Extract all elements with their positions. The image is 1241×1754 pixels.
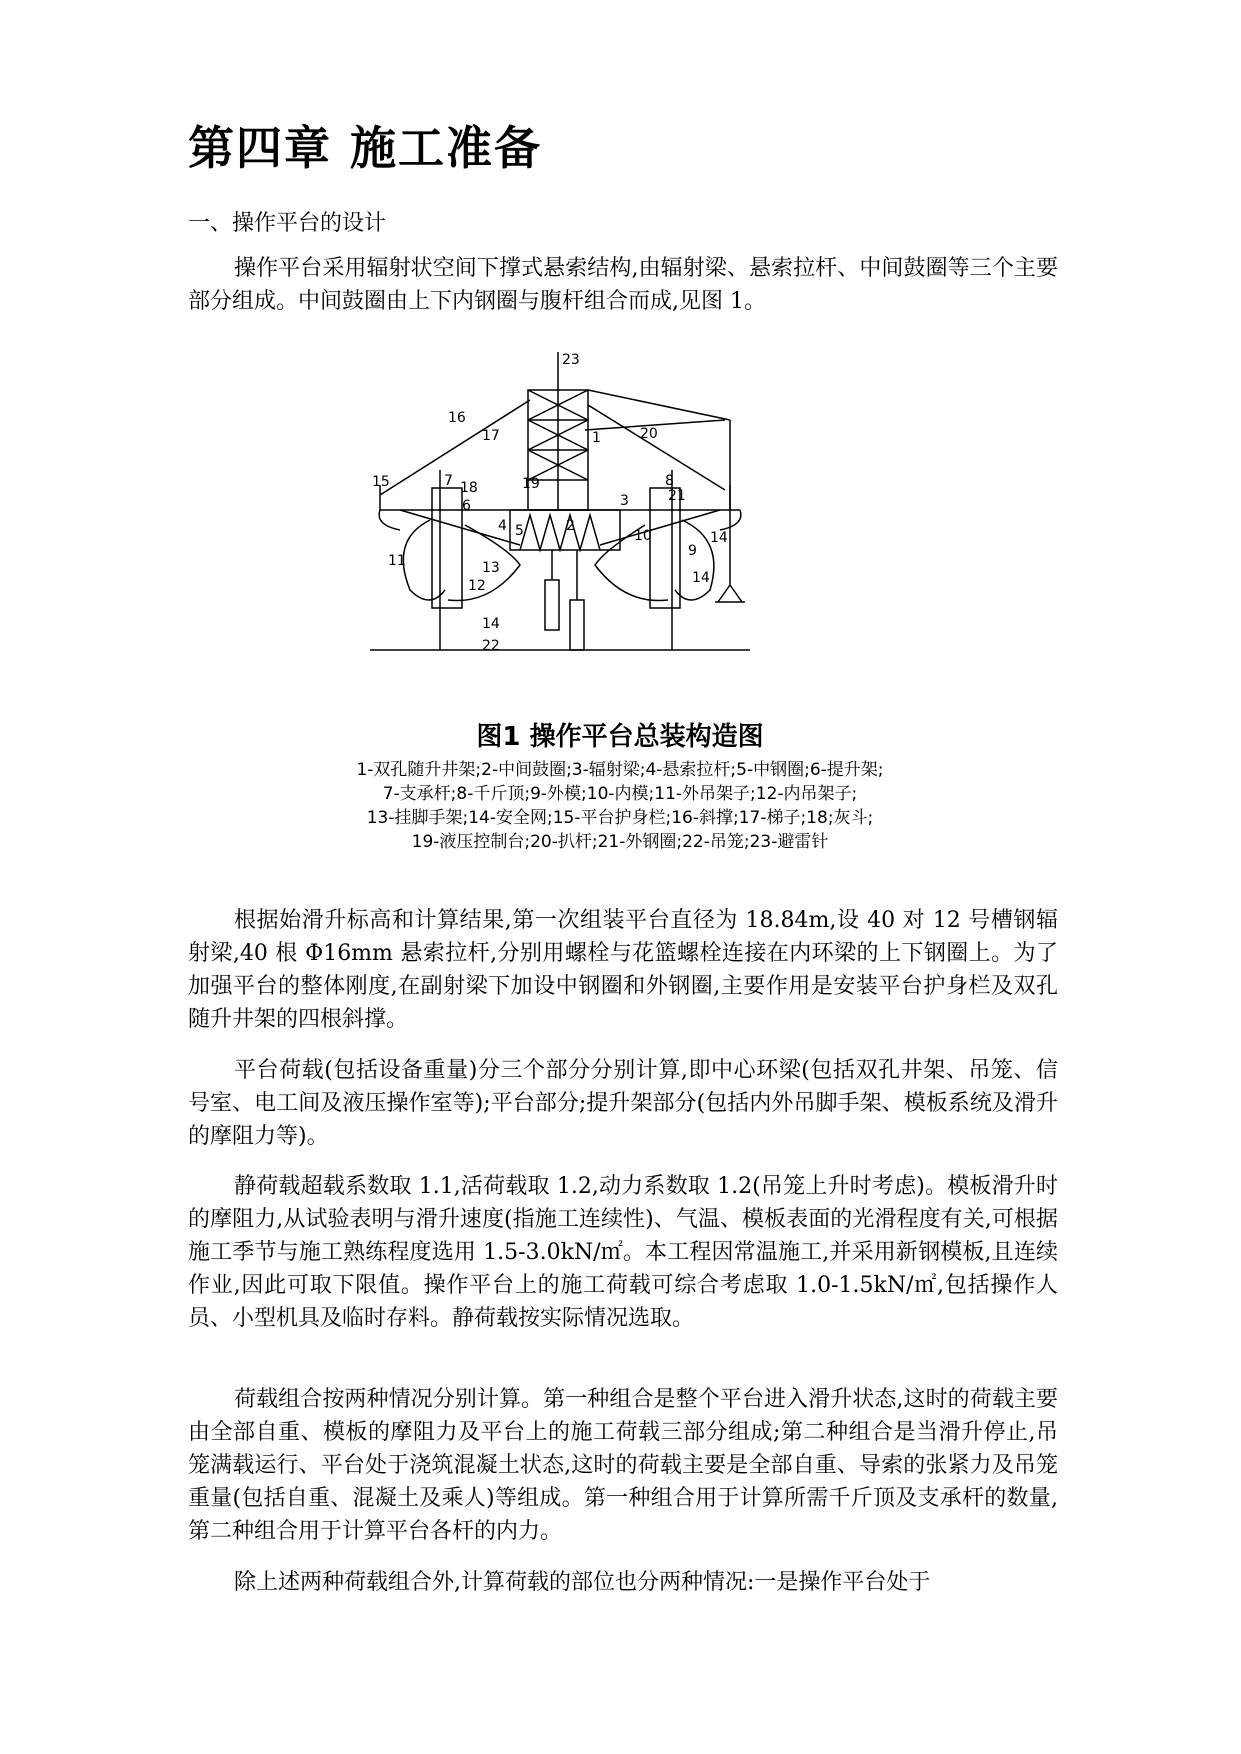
legend-line-3: 13-挂脚手架;14-安全网;15-平台护身栏;16-斜撑;17-梯子;18;灰斗; xyxy=(366,808,874,828)
paragraph-2: 根据始滑升标高和计算结果,第一次组装平台直径为 18.84m,设 40 对 12 号槽钢辐射梁,40 根 Φ16mm 悬索拉杆,分别用螺栓与花篮螺栓连接在内环梁的上下钢圈上。为了加强平台的整体刚度,在副射梁下加设中钢圈和外钢圈,主要作用是安装平台护身栏及双孔随升井架的四根斜撑。 xyxy=(188,908,1058,1032)
paragraph-1: 操作平台采用辐射状空间下撑式悬索结构,由辐射梁、悬索拉杆、中间鼓圈等三个主要部分组成。中间鼓圈由上下内钢圈与腹杆组合而成,见图 1。 xyxy=(188,256,1058,314)
label-23: 23 xyxy=(562,352,580,368)
label-14-lower: 14 xyxy=(692,570,710,586)
label-2: 2 xyxy=(566,518,575,534)
label-1: 1 xyxy=(592,430,601,446)
label-11: 11 xyxy=(388,553,406,569)
label-13: 13 xyxy=(482,560,500,576)
paragraph-6: 除上述两种荷载组合外,计算荷载的部位也分两种情况:一是操作平台处于 xyxy=(234,1570,931,1595)
label-9: 9 xyxy=(688,543,697,559)
label-3: 3 xyxy=(620,493,629,509)
chapter-title: 第四章 施工准备 xyxy=(188,121,543,175)
paragraph-3: 平台荷载(包括设备重量)分三个部分分别计算,即中心环梁(包括双孔井架、吊笼、信号室、电工间及液压操作室等);平台部分;提升架部分(包括内外吊脚手架、模板系统及滑升的摩阻力等)。 xyxy=(188,1058,1058,1149)
label-8: 8 xyxy=(665,473,674,489)
label-15: 15 xyxy=(372,474,390,490)
label-10: 10 xyxy=(634,528,652,544)
figure-legend xyxy=(290,758,950,854)
legend-line-2: 7-支承杆;8-千斤顶;9-外模;10-内模;11-外吊架子;12-内吊架子; xyxy=(382,784,858,804)
label-21: 21 xyxy=(668,488,686,504)
figure-caption: 图1 操作平台总装构造图 xyxy=(476,722,764,752)
label-12: 12 xyxy=(468,578,486,594)
label-18: 18 xyxy=(460,480,478,496)
legend-line-4: 19-液压控制台;20-扒杆;21-外钢圈;22-吊笼;23-避雷针 xyxy=(411,832,829,852)
figure-platform-diagram xyxy=(370,350,870,710)
label-19: 19 xyxy=(522,476,540,492)
label-16: 16 xyxy=(448,410,466,426)
label-6: 6 xyxy=(462,498,471,514)
label-7: 7 xyxy=(444,473,453,489)
label-22: 22 xyxy=(482,638,500,654)
legend-line-1: 1-双孔随升井架;2-中间鼓圈;3-辐射梁;4-悬索拉杆;5-中钢圈;6-提升架; xyxy=(356,760,884,780)
platform-diagram-svg xyxy=(370,350,870,710)
paragraph-5: 荷载组合按两种情况分别计算。第一种组合是整个平台进入滑升状态,这时的荷载主要由全部自重、模板的摩阻力及平台上的施工荷载三部分组成;第二种组合是当滑升停止,吊笼满载运行、平台处于浇筑混凝土状态,这时的荷载主要是全部自重、导索的张紧力及吊笼重量(包括自重、混凝土及乘人)等组成。第一种组合用于计算所需千斤顶及支承杆的数量,第二种组合用于计算平台各杆的内力。 xyxy=(188,1387,1058,1544)
label-14-left: 14 xyxy=(482,616,500,632)
section-heading: 一、操作平台的设计 xyxy=(188,211,387,236)
paragraph-4: 静荷载超载系数取 1.1,活荷载取 1.2,动力系数取 1.2(吊笼上升时考虑)。模板滑升时的摩阻力,从试验表明与滑升速度(指施工连续性)、气温、模板表面的光滑程度有关,可根据施工季节与施工熟练程度选用 1.5-3.0kN/㎡。本工程因常温施工,并采用新钢模板,且连续作业,因此可取下限值。操作平台上的施工荷载可综合考虑取 1.0-1.5kN/㎡,包括操作人员、小型机具及临时存料。静荷载按实际情况选取。 xyxy=(188,1174,1058,1331)
label-20: 20 xyxy=(640,426,658,442)
label-4: 4 xyxy=(498,518,507,534)
label-17: 17 xyxy=(482,428,500,444)
label-14-right: 14 xyxy=(710,530,728,546)
label-5: 5 xyxy=(515,523,524,539)
